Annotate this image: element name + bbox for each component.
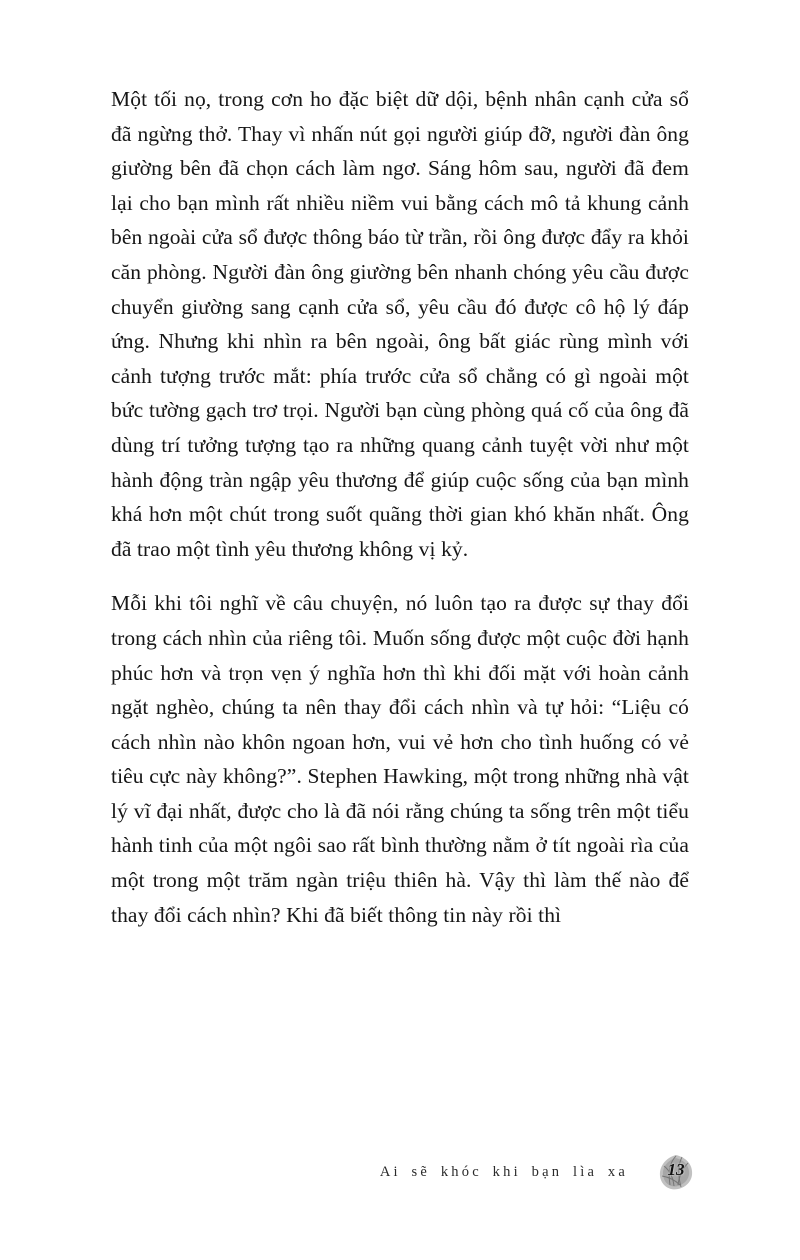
- leaf-ornament-icon: [656, 1152, 696, 1192]
- running-title: Ai sẽ khóc khi bạn lìa xa: [379, 1164, 628, 1180]
- paragraph-1: Một tối nọ, trong cơn ho đặc biệt dữ dội, bệnh nhân cạnh cửa sổ đã ngừng thở. Thay vì nhấn nút gọi người giúp đỡ, người đàn ông giường bên đã chọn cách làm ngơ. Sáng hôm sau, người đã đem lại cho bạn mình rất nhiều niềm vui bằng cách mô tả khung cảnh bên ngoài cửa sổ được thông báo từ trần, rồi ông được đẩy ra khỏi căn phòng. Người đàn ông giường bên nhanh chóng yêu cầu được chuyển giường sang cạnh cửa sổ, yêu cầu đó được cô hộ lý đáp ứng. Nhưng khi nhìn ra bên ngoài, ông bất giác rùng mình với cảnh tượng trước mắt: phía trước cửa sổ chẳng có gì ngoài một bức tường gạch trơ trọi. Người bạn cùng phòng quá cố của ông đã dùng trí tưởng tượng tạo ra những quang cảnh tuyệt vời như một hành động tràn ngập yêu thương để giúp cuộc sống của bạn mình khá hơn một chút trong suốt quãng thời gian khó khăn nhất. Ông đã trao một tình yêu thương không vị kỷ.: [111, 87, 689, 561]
- page-footer: [0, 1150, 800, 1198]
- page-number: 13: [667, 1160, 685, 1179]
- paragraph-2: Mỗi khi tôi nghĩ về câu chuyện, nó luôn tạo ra được sự thay đổi trong cách nhìn của riêng tôi. Muốn sống được một cuộc đời hạnh phúc hơn và trọn vẹn ý nghĩa hơn thì khi đối mặt với hoàn cảnh ngặt nghèo, chúng ta nên thay đổi cách nhìn và tự hỏi: “Liệu có cách nhìn nào khôn ngoan hơn, vui vẻ hơn cho tình huống có vẻ tiêu cực này không?”. Stephen Hawking, một trong những nhà vật lý vĩ đại nhất, được cho là đã nói rằng chúng ta sống trên một tiểu hành tinh của một ngôi sao rất bình thường nằm ở tít ngoài rìa của một trong một trăm ngàn triệu thiên hà. Vậy thì làm thế nào để thay đổi cách nhìn? Khi đã biết thông tin này rồi thì: [111, 591, 689, 927]
- page-content: [111, 82, 689, 952]
